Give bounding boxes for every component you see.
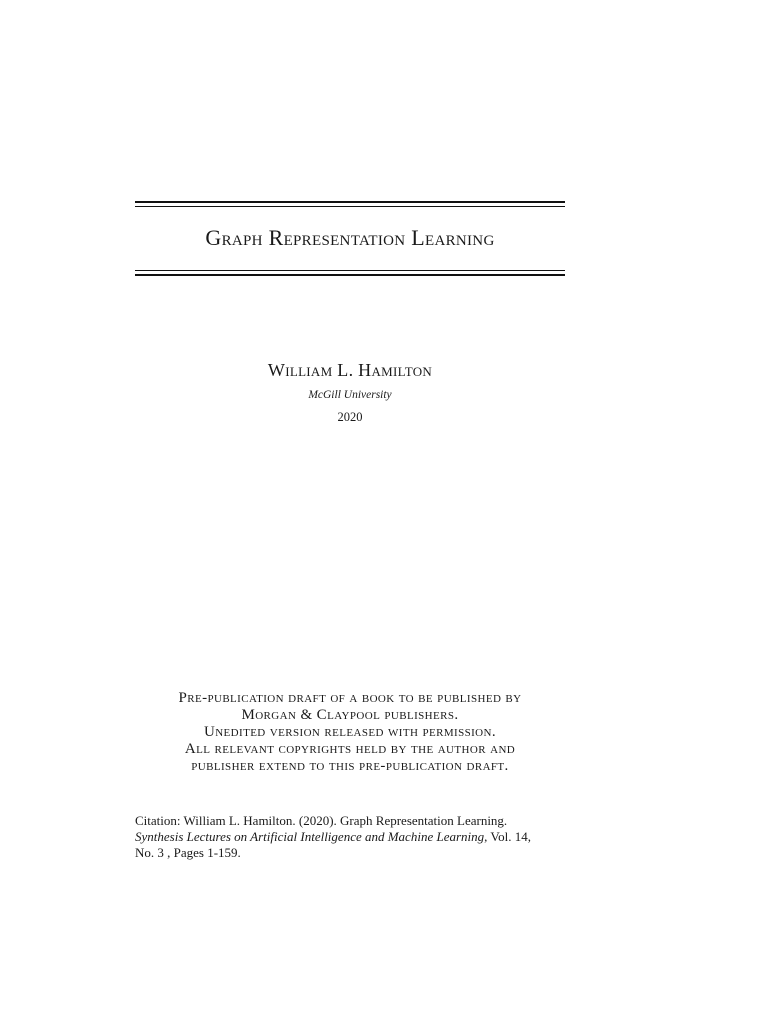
notice-line: All relevant copyrights held by the author and [184, 741, 516, 757]
book-title: Graph Representation Learning [205, 225, 495, 250]
notice-line: Morgan & Claypool publishers. [241, 707, 459, 723]
citation-line-3: No. 3 , Pages 1-159. [135, 845, 241, 860]
title-rule-top-inner [135, 206, 565, 207]
title-rule-top-outer [135, 201, 565, 203]
title-rule-bottom-outer [135, 274, 565, 276]
notice-line: Unedited version released with permission. [203, 724, 497, 740]
citation-series: Synthesis Lectures on Artificial Intelligence and Machine Learning [135, 829, 485, 844]
author-name: William L. Hamilton [267, 360, 433, 380]
notice-line: publisher extend to this pre-publication draft. [191, 758, 509, 774]
citation-volume: , Vol. 14, [484, 829, 531, 844]
notice-line: Pre-publication draft of a book to be published by [178, 690, 522, 706]
citation-block [135, 813, 575, 861]
title-rule-bottom-inner [135, 270, 565, 271]
citation-line-1: Citation: William L. Hamilton. (2020). Graph Representation Learning. [135, 813, 508, 828]
publication-year: 2020 [337, 410, 363, 424]
prepublication-notice [135, 690, 565, 775]
citation-line-2 [135, 829, 575, 845]
author-affiliation: McGill University [308, 389, 392, 401]
